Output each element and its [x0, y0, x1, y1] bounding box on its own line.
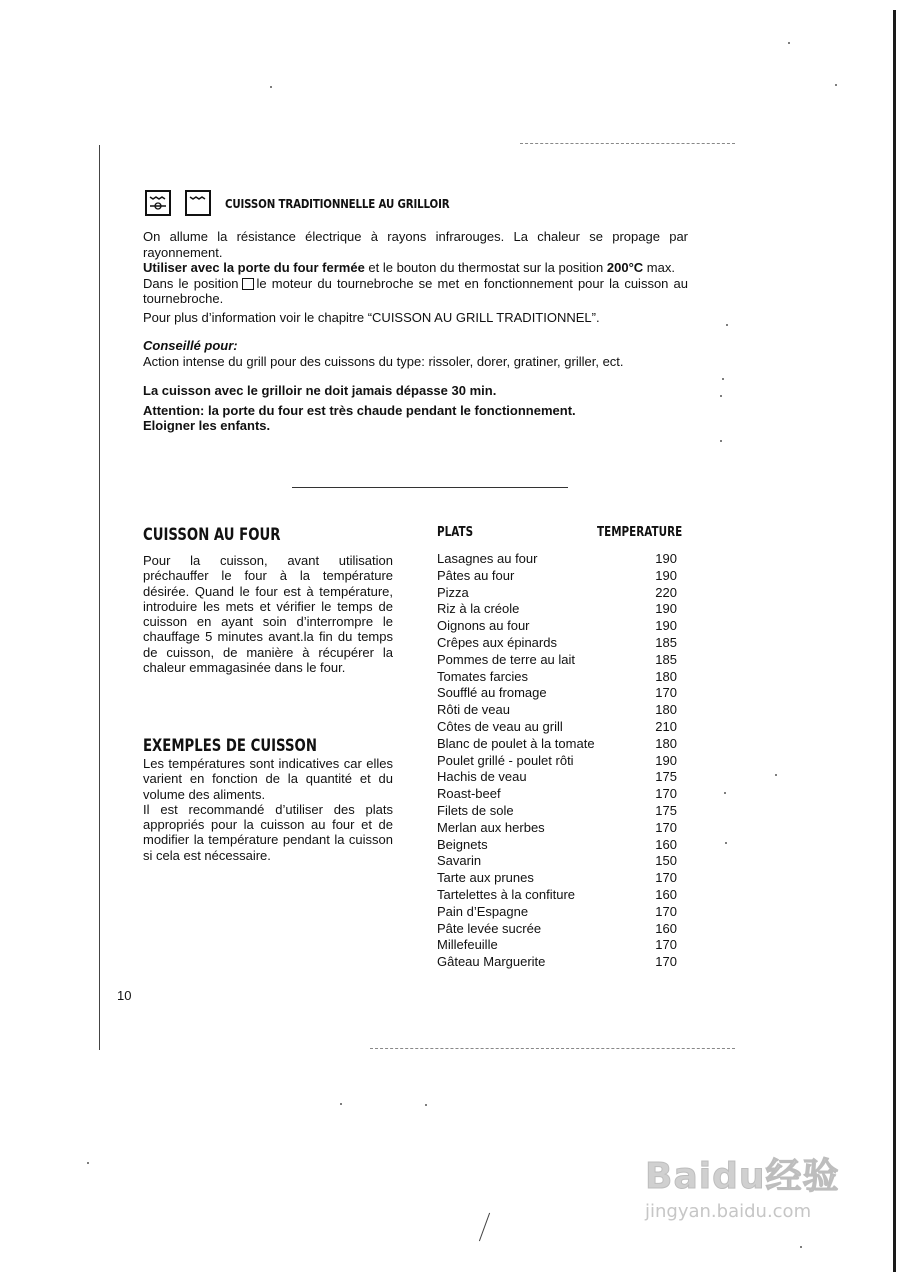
warning-duration: La cuisson avec le grilloir ne doit jamais dépasse 30 min.	[143, 383, 497, 398]
table-row	[437, 568, 677, 585]
table-row	[437, 635, 677, 652]
grill-section-body	[143, 229, 688, 434]
grill-section-header	[145, 190, 499, 216]
scan-speck	[720, 395, 722, 397]
advice-text: Action intense du grill pour des cuissons du type: rissoler, dorer, gratiner, griller, ect.	[143, 353, 624, 369]
dish-temperature: 185	[655, 634, 677, 650]
table-row	[437, 601, 677, 618]
dish-name: Pâte levée sucrée	[437, 920, 542, 936]
exemples-text-2: Il est recommandé d’utiliser des plats appropriés pour la cuisson au four et de modifier la température pendant la cuisson si cela est nécessaire.	[143, 801, 393, 863]
dish-name: Tarte aux prunes	[437, 870, 534, 886]
dish-temperature: 175	[655, 769, 677, 785]
dish-name: Blanc de poulet à la tomate	[437, 735, 595, 751]
baidu-watermark	[645, 1148, 839, 1222]
scan-speck	[87, 1162, 89, 1164]
scan-speck	[720, 440, 722, 442]
scan-dashed-line-bottom	[370, 1048, 735, 1049]
dish-temperature: 150	[655, 853, 677, 869]
dish-temperature: 185	[655, 651, 677, 667]
dish-name: Filets de sole	[437, 802, 514, 818]
usage-temp: 200°C	[606, 260, 644, 275]
table-header-temperature: TEMPERATURE	[597, 525, 683, 540]
table-row	[437, 753, 677, 770]
dish-temperature: 160	[655, 886, 677, 902]
scan-speck	[722, 378, 724, 380]
dish-temperature: 190	[655, 551, 677, 566]
paragraph-rotisserie	[143, 276, 688, 307]
paragraph-more-info: Pour plus d’information voir le chapitre “CUISSON AU GRILL TRADITIONNEL”.	[143, 309, 600, 325]
dish-name: Gâteau Marguerite	[437, 954, 546, 970]
table-row	[437, 853, 677, 870]
table-row	[437, 887, 677, 904]
dish-temperature: 180	[655, 668, 677, 684]
table-row	[437, 769, 677, 786]
dish-temperature: 170	[655, 819, 677, 835]
dish-name: Poulet grillé - poulet rôti	[437, 752, 574, 768]
scan-speck	[724, 792, 726, 794]
dish-temperature: 210	[655, 718, 677, 734]
rotisserie-start: Dans le position	[143, 275, 239, 291]
dish-temperature: 170	[655, 786, 677, 802]
scan-speck	[726, 324, 728, 326]
scan-speck	[425, 1104, 427, 1106]
scan-speck	[270, 86, 272, 88]
dish-temperature: 170	[655, 870, 677, 886]
scan-speck	[835, 84, 837, 86]
table-row	[437, 904, 677, 921]
dish-temperature: 175	[655, 802, 677, 818]
scan-speck	[800, 1246, 802, 1248]
scan-dashed-line-top	[520, 143, 735, 144]
table-row	[437, 585, 677, 602]
scan-stroke	[479, 1213, 490, 1242]
dish-temperature: 180	[655, 735, 677, 751]
usage-bold: Utiliser avec la porte du four fermée	[143, 260, 365, 275]
table-row	[437, 618, 677, 635]
dish-name: Pâtes au four	[437, 567, 515, 583]
dish-name: Lasagnes au four	[437, 551, 538, 566]
heading-exemples: EXEMPLES DE CUISSON	[143, 736, 317, 756]
table-row	[437, 551, 677, 568]
dish-name: Savarin	[437, 853, 482, 869]
table-row	[437, 921, 677, 938]
table-row	[437, 652, 677, 669]
table-row	[437, 937, 677, 954]
page-number: 10	[117, 988, 132, 1003]
dish-temperature: 190	[655, 601, 677, 617]
warning-children: Eloigner les enfants.	[143, 418, 271, 433]
dish-name: Rôti de veau	[437, 702, 510, 718]
table-row	[437, 669, 677, 686]
usage-mid: et le bouton du thermostat sur la position	[364, 260, 607, 275]
dish-name: Millefeuille	[437, 937, 498, 953]
dish-name: Riz à la créole	[437, 601, 520, 617]
dish-name: Tomates farcies	[437, 668, 529, 684]
rotisserie-end: le moteur du tournebroche se met en fonctionnement pour la cuisson au tournebroche.	[143, 275, 688, 306]
dish-name: Tartelettes à la confiture	[437, 886, 576, 902]
grill-rotisserie-icon	[145, 190, 171, 216]
cuisson-four-text: Pour la cuisson, avant utilisation préchauffer le four à la température désirée. Quand le four est à température, introduire les mets et vérifier le temps de cuisson en ayant soin d’interrompre le chauffage 5 minutes avant.la fin du temps de cuisson, de manière à récupérer la chaleur emmagasinée dans le four.	[143, 553, 393, 676]
table-row	[437, 719, 677, 736]
table-row	[437, 803, 677, 820]
advice-label: Conseillé pour:	[143, 338, 238, 353]
dish-name: Côtes de veau au grill	[437, 718, 563, 734]
usage-end: max.	[643, 260, 675, 275]
table-row	[437, 685, 677, 702]
table-row	[437, 786, 677, 803]
warning-door: Attention: la porte du four est très chaude pendant le fonctionnement.	[143, 402, 576, 418]
dish-temperature: 180	[655, 702, 677, 718]
section-divider	[292, 487, 568, 488]
cooking-table	[437, 551, 677, 971]
page-margin-line	[99, 145, 100, 1050]
exemples-text	[143, 756, 393, 863]
watermark-logo: Baidu经验	[645, 1156, 840, 1197]
dish-name: Pizza	[437, 584, 469, 600]
paragraph-intro: On allume la résistance électrique à rayons infrarouges. La chaleur se propage par rayonnement.	[143, 229, 688, 260]
dish-name: Pommes de terre au lait	[437, 651, 576, 667]
exemples-text-1: Les températures sont indicatives car elles varient en fonction de la quantité et du volume des aliments.	[143, 756, 393, 802]
dish-temperature: 160	[655, 920, 677, 936]
rotisserie-icon	[242, 278, 254, 290]
table-row	[437, 702, 677, 719]
scan-speck	[340, 1103, 342, 1105]
table-row	[437, 736, 677, 753]
table-row	[437, 954, 677, 971]
dish-temperature: 190	[655, 567, 677, 583]
dish-temperature: 190	[655, 752, 677, 768]
scan-speck	[725, 842, 727, 844]
scan-speck	[788, 42, 790, 44]
grill-icon	[185, 190, 211, 216]
dish-name: Hachis de veau	[437, 769, 527, 785]
dish-name: Pain d’Espagne	[437, 903, 529, 919]
table-row	[437, 820, 677, 837]
table-row	[437, 870, 677, 887]
dish-temperature: 170	[655, 954, 677, 970]
dish-temperature: 170	[655, 937, 677, 953]
watermark-url: jingyan.baidu.com	[645, 1201, 812, 1222]
heading-cuisson-au-four: CUISSON AU FOUR	[143, 525, 281, 545]
paragraph-usage	[143, 260, 688, 276]
scan-speck	[775, 774, 777, 776]
dish-name: Merlan aux herbes	[437, 819, 545, 835]
dish-temperature: 190	[655, 618, 677, 634]
dish-temperature: 160	[655, 836, 677, 852]
scan-edge-right	[893, 10, 896, 1272]
dish-temperature: 220	[655, 584, 677, 600]
dish-temperature: 170	[655, 685, 677, 701]
section-title-grilloir: CUISSON TRADITIONNELLE AU GRILLOIR	[225, 195, 450, 211]
dish-name: Beignets	[437, 836, 488, 852]
table-header-plats: PLATS	[437, 525, 474, 540]
dish-name: Oignons au four	[437, 618, 530, 634]
table-row	[437, 837, 677, 854]
dish-name: Soufflé au fromage	[437, 685, 547, 701]
dish-name: Roast-beef	[437, 786, 501, 802]
dish-temperature: 170	[655, 903, 677, 919]
dish-name: Crêpes aux épinards	[437, 634, 557, 650]
